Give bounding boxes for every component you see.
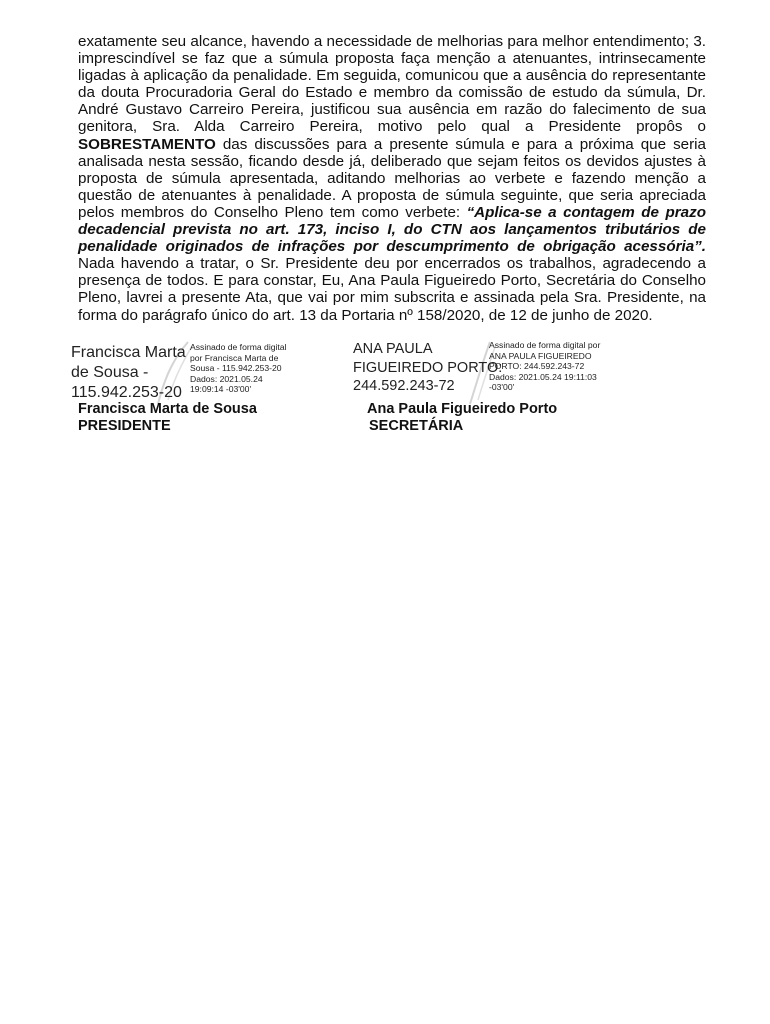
secretary-stamp-name: ANA PAULA FIGUEIREDO PORTO: 244.592.243-72	[353, 341, 503, 394]
minutes-body-text	[78, 33, 706, 324]
president-label	[78, 401, 257, 434]
secretary-stamp-details: Assinado de forma digital por ANA PAULA FIGUEIREDO PORTO: 244.592.243-72 Dados: 2021.05.24 19:11:03 -03'00'	[489, 340, 601, 393]
secretary-label	[367, 401, 557, 434]
president-role: PRESIDENTE	[78, 417, 171, 434]
sobrestamento-emphasis: SOBRESTAMENTO	[78, 135, 216, 153]
president-stamp-name: Francisca Marta de Sousa - 115.942.253-20	[71, 344, 186, 401]
president-name: Francisca Marta de Sousa	[78, 401, 257, 417]
secretary-name: Ana Paula Figueiredo Porto	[367, 401, 558, 417]
body-text-part-1: exatamente seu alcance, havendo a necessidade de melhorias para melhor entendimento; 3. imprescindível se faz que a súmula proposta faça menção a atenuantes, intrinsecamente ligadas à aplicação da penalidade. Em seguida, comunicou que a ausência do representante da douta Procuradoria Geral do Estado e membro da comissão de estudo da súmula, Dr. André Gustavo Carreiro Pereira, justificou sua ausência em razão do falecimento de sua genitora, Sra. Alda Carreiro Pereira, motivo pelo qual a Presidente propôs o	[78, 33, 706, 136]
body-text-part-3: Nada havendo a tratar, o Sr. Presidente deu por encerrados os trabalhos, agradecendo a presença de todos. E para constar, Eu, Ana Paula Figueiredo Porto, Secretária do Conselho Pleno, lavrei a presente Ata, que vai por mim subscrita e assinada pela Sra. Presidente, na forma do parágrafo único do art. 13 da Portaria nº 158/2020, de 12 de junho de 2020.	[78, 255, 706, 324]
secretary-role: SECRETÁRIA	[369, 417, 464, 434]
president-stamp-details: Assinado de forma digital por Francisca Marta de Sousa - 115.942.253-20 Dados: 2021.05.24 19:09:14 -03'00'	[190, 342, 287, 395]
body-text-part-2: das discussões para a presente súmula e para a próxima que seria analisada nesta sessão, ficando desde já, deliberado que sejam feitos os devidos ajustes à proposta de súmula apresentada, aditando melhorias ao verbete e fazendo menção a questão de atenuantes à penalidade. A proposta de súmula seguinte, que seria apreciada pelos membros do Conselho Pleno tem como verbete:	[78, 135, 706, 221]
sumula-verbete: “Aplica-se a contagem de prazo decadencial prevista no art. 173, inciso I, do CTN aos lançamentos tributários de penalidade originados de infrações por descumprimento de obrigação acessória”.	[78, 203, 706, 256]
